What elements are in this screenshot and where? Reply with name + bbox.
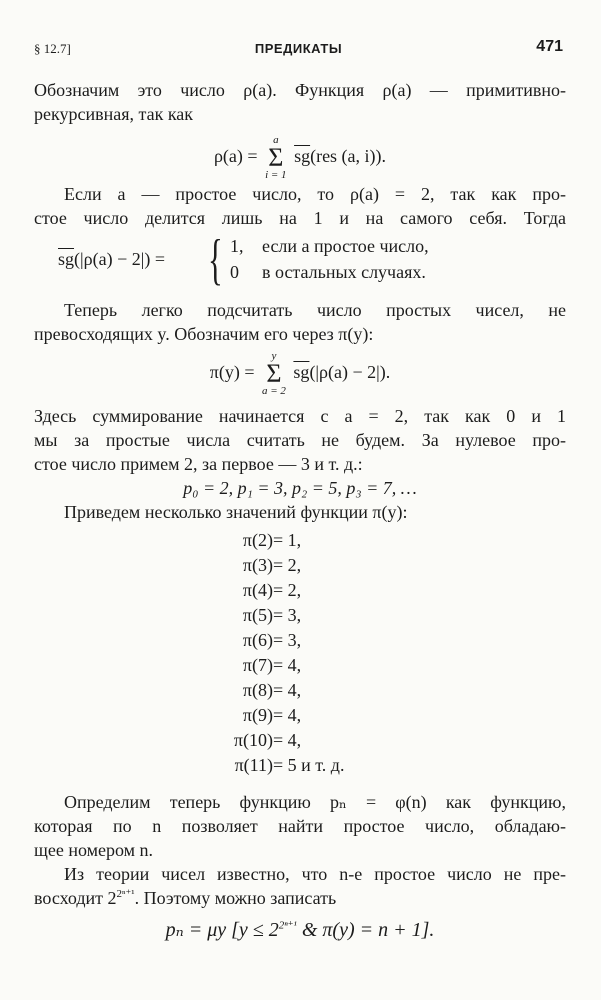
sigma-glyph: Σ <box>268 142 284 172</box>
pi-value-row <box>208 753 428 778</box>
case-prime <box>230 236 429 257</box>
pi-result: = 1, <box>273 530 302 550</box>
para1-line2: рекурсивная, так как <box>34 104 194 124</box>
para4-line3: стое число примем 2, за первое — 3 и т. д.: <box>34 454 363 474</box>
left-brace: { <box>208 229 223 291</box>
pi-arg: π(4) <box>242 580 273 600</box>
case-other-text: в остальных случаях. <box>262 262 426 282</box>
para7-line2-text: восходит 2 <box>34 888 117 908</box>
formula-pn <box>34 918 566 942</box>
pi-result: = 4, <box>273 730 302 750</box>
para7-line2-tail: . Поэтому можно записать <box>134 888 337 908</box>
case-prime-text: если a простое число, <box>262 236 429 256</box>
sum-lower-limit: a = 2 <box>261 384 286 397</box>
sigma-glyph: Σ <box>266 358 282 388</box>
pi-value-row <box>208 653 428 678</box>
pi-arg: π(5) <box>242 605 273 625</box>
pi-arg: π(10) <box>233 730 273 750</box>
piecewise-lhs <box>58 249 165 270</box>
sg-function: $\overline{sg}$ <box>293 362 310 382</box>
pi-result: = 3, <box>273 630 302 650</box>
para6-line3: щее номером n. <box>34 840 154 860</box>
pi-arg: π(3) <box>242 555 273 575</box>
pi-arg: π(7) <box>242 655 273 675</box>
pi-result: = 2, <box>273 580 302 600</box>
pi-result: = 3, <box>273 605 302 625</box>
pi-value-row <box>208 603 428 628</box>
formula-pi <box>34 348 566 396</box>
primes-sequence: p₀ = 2, p₁ = 3, p₂ = 5, p₃ = 7, … <box>183 478 417 498</box>
pi-arg: π(2) <box>242 530 273 550</box>
para1-line1: Обозначим это число ρ(a). Функция ρ(a) — примитивно- <box>34 80 566 100</box>
para5-line: Приведем несколько значений функции π(y): <box>64 502 408 522</box>
pi-value-row <box>208 628 428 653</box>
exponent: 2ⁿ⁺¹ <box>278 919 297 932</box>
formula-pn-head: pₙ = μy [y ≤ 2 <box>165 919 279 941</box>
para2-line1: Если a — простое число, то ρ(a) = 2, так как про- <box>64 184 566 204</box>
page-header <box>34 38 563 58</box>
running-title: ПРЕДИКАТЫ <box>254 41 343 56</box>
pi-value-row <box>208 703 428 728</box>
pi-arg: π(11) <box>234 755 273 775</box>
pi-result: = 4, <box>273 655 302 675</box>
piecewise-lhs-text: (|ρ(a) − 2|) = <box>74 249 165 269</box>
pi-value-row <box>208 678 428 703</box>
para4-line2: мы за простые числа считать не будем. За нулевое про- <box>34 430 566 450</box>
para2-line2: стое число делится лишь на 1 и на самого себя. Тогда <box>34 208 566 228</box>
piecewise-sg-formula <box>58 229 538 291</box>
case-prime-value: 1, <box>230 236 244 256</box>
sum-symbol <box>262 351 286 397</box>
para6-line1: Определим теперь функцию pₙ = φ(n) как функцию, <box>64 792 566 812</box>
pi-arg: π(9) <box>242 705 273 725</box>
pi-value-row <box>208 728 428 753</box>
section-ref: § 12.7] <box>34 41 71 56</box>
para3-line1: Теперь легко подсчитать число простых чисел, не <box>64 300 566 320</box>
formula-rho-lhs: ρ(a) = <box>213 146 258 166</box>
pi-arg: π(6) <box>242 630 273 650</box>
pi-result: = 5 и т. д. <box>273 755 345 775</box>
para7-line1: Из теории чисел известно, что n-е простое число не пре- <box>64 864 566 884</box>
sg-function: $\overline{sg}$ <box>58 249 75 269</box>
para3-line2: превосходящих y. Обозначим его через π(y): <box>34 324 374 344</box>
sum-lower-limit: i = 1 <box>265 168 287 181</box>
pi-result: = 2, <box>273 555 302 575</box>
sum-symbol <box>265 135 286 181</box>
formula-pn-tail: & π(y) = n + 1]. <box>296 919 435 941</box>
sum-upper-limit: a <box>273 133 279 146</box>
sum-upper-limit: y <box>271 349 277 362</box>
formula-pi-rhs: (|ρ(a) − 2|). <box>309 362 391 382</box>
pi-result: = 4, <box>273 705 302 725</box>
formula-pi-lhs: π(y) = <box>209 362 255 382</box>
formula-rho-rhs: (res (a, i)). <box>310 146 387 166</box>
pi-arg: π(8) <box>242 680 273 700</box>
exponent: 2ⁿ⁺¹ <box>116 888 135 900</box>
case-other <box>230 262 426 283</box>
page-number: 471 <box>536 38 563 55</box>
pi-value-row <box>208 528 428 553</box>
case-other-value: 0 <box>230 262 239 282</box>
para7-line2 <box>34 886 566 910</box>
pi-value-row <box>208 578 428 603</box>
pi-value-row <box>208 553 428 578</box>
para6-line2: которая по n позволяет найти простое число, обладаю- <box>34 816 566 836</box>
formula-rho <box>34 132 566 180</box>
para4-line1: Здесь суммирование начинается с a = 2, так как 0 и 1 <box>34 406 566 426</box>
pi-result: = 4, <box>273 680 302 700</box>
sg-function: $\overline{sg}$ <box>294 146 311 166</box>
